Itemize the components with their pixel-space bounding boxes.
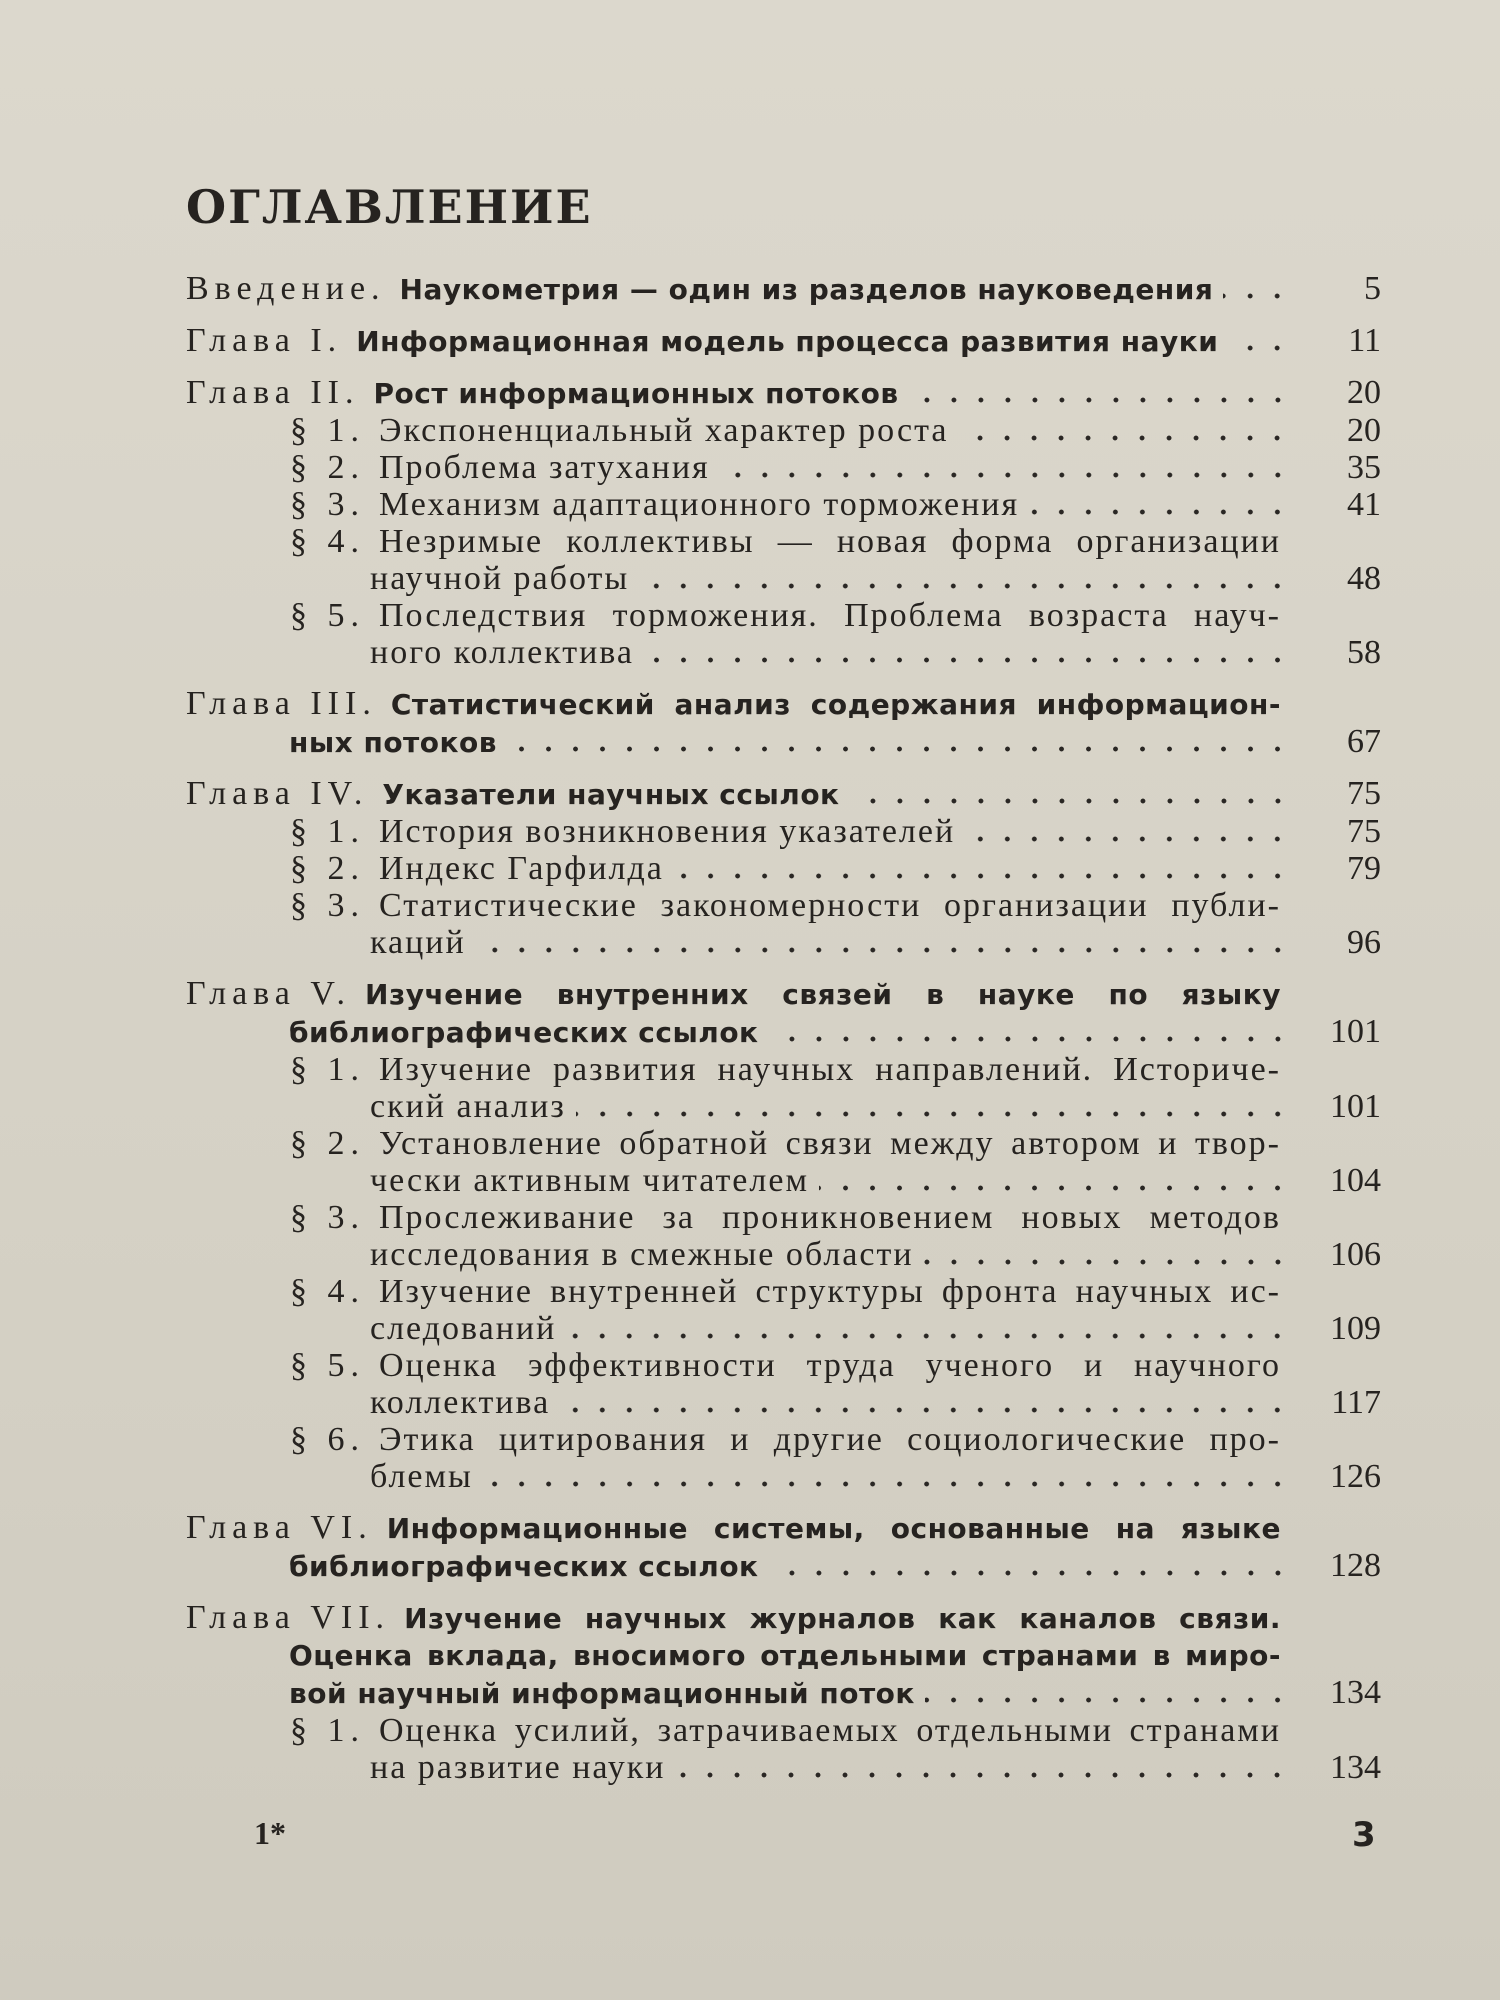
section-label: § 2. (290, 449, 365, 486)
toc-line (290, 1273, 1381, 1310)
toc-section-entry (186, 1712, 1381, 1786)
section-title: Статистические закономерности организации публи- (379, 887, 1281, 924)
chapter-title: Статистический анализ содержания информацион- (390, 688, 1281, 721)
chapter-label: Введение. (186, 270, 386, 307)
toc-page-number: 128 (1330, 1547, 1381, 1584)
leader-dots (769, 1036, 1291, 1042)
toc-line (290, 1162, 1381, 1199)
toc-line (186, 270, 1381, 308)
toc-line (290, 1384, 1381, 1421)
leader-dots (909, 397, 1291, 403)
leader-dots (720, 472, 1291, 478)
chapter-title: Изучение внутренних связей в науке по языку (365, 978, 1281, 1011)
toc-line (290, 1236, 1381, 1273)
section-label: § 1. (290, 1051, 365, 1088)
toc-line (290, 887, 1381, 924)
section-label: § 4. (290, 523, 365, 560)
toc-line (290, 1347, 1381, 1384)
toc-line (186, 975, 1381, 1013)
leader-dots (639, 583, 1291, 589)
toc-line (186, 1013, 1381, 1051)
toc-page-number: 5 (1364, 270, 1381, 307)
section-title: Механизм адаптационного торможения (379, 486, 1020, 523)
toc-section-entry (186, 449, 1381, 486)
chapter-label: Глава VI. (186, 1509, 373, 1546)
section-title: История возникновения указателей (379, 813, 956, 850)
toc-section-entry (186, 1273, 1381, 1347)
leader-dots (1029, 509, 1291, 515)
section-title: на развитие науки (370, 1749, 666, 1786)
section-label: § 4. (290, 1273, 365, 1310)
section-label: § 5. (290, 597, 365, 634)
toc-chapter-entry (186, 1509, 1381, 1585)
toc-line (186, 1509, 1381, 1547)
chapter-label: Глава VII. (186, 1599, 391, 1636)
toc-line (290, 597, 1381, 634)
toc-section-entry (186, 412, 1381, 449)
section-label: § 5. (290, 1347, 365, 1384)
leader-dots (965, 836, 1291, 842)
chapter-title: ных потоков (289, 726, 497, 759)
chapter-title: библиографических ссылок (289, 1016, 759, 1049)
section-title: следований (370, 1310, 557, 1347)
chapter-title: Рост информационных потоков (373, 377, 899, 410)
chapter-label: Глава I. (186, 322, 343, 359)
chapter-title: Информационная модель процесса развития науки (356, 325, 1219, 358)
toc-chapter-entry (186, 322, 1381, 360)
toc-page-number: 106 (1330, 1236, 1381, 1273)
toc-page-number: 134 (1330, 1674, 1381, 1711)
leader-dots (644, 657, 1291, 663)
toc-page-number: 109 (1330, 1310, 1381, 1347)
toc-page-number: 79 (1347, 850, 1381, 887)
toc-line (290, 1051, 1381, 1088)
toc-line (186, 374, 1381, 412)
chapter-title: Оценка вклада, вносимого отдельными странами в миро- (289, 1639, 1281, 1672)
section-label: § 6. (290, 1421, 365, 1458)
toc-line (290, 412, 1381, 449)
leader-dots (769, 1570, 1291, 1576)
leader-dots (958, 435, 1291, 441)
toc-line (290, 813, 1381, 850)
toc-page-number: 48 (1347, 560, 1381, 597)
toc-chapter-entry (186, 685, 1381, 761)
leader-dots (476, 947, 1291, 953)
chapter-title: Информационные системы, основанные на языке (386, 1512, 1281, 1545)
leader-dots (560, 1407, 1291, 1413)
toc-line (290, 1458, 1381, 1495)
toc-line (290, 1712, 1381, 1749)
toc-line (290, 1199, 1381, 1236)
toc-page-number: 20 (1347, 412, 1381, 449)
chapter-title: Наукометрия — один из разделов науковедения (399, 273, 1214, 306)
section-title: Оценка усилий, затрачиваемых отдельными странами (379, 1712, 1281, 1749)
toc-page-number: 101 (1330, 1088, 1381, 1125)
toc-page-number: 35 (1347, 449, 1381, 486)
toc-line (290, 1749, 1381, 1786)
section-title: Индекс Гарфилда (379, 850, 664, 887)
toc-line (186, 1674, 1381, 1712)
toc-page-number: 117 (1331, 1384, 1381, 1421)
toc-page-number: 41 (1347, 486, 1381, 523)
leader-dots (850, 798, 1291, 804)
leader-dots (1228, 345, 1291, 351)
section-title: Проблема затухания (379, 449, 710, 486)
toc-line (290, 1088, 1381, 1125)
toc-page-number: 104 (1330, 1162, 1381, 1199)
toc-chapter-entry (186, 775, 1381, 813)
section-title: чески активным читателем (370, 1162, 809, 1199)
section-title: научной работы (370, 560, 630, 597)
toc-page-number: 134 (1330, 1749, 1381, 1786)
section-label: § 1. (290, 412, 365, 449)
page-title: ОГЛАВЛЕНИЕ (186, 180, 593, 234)
toc-line (186, 1599, 1381, 1637)
leader-dots (507, 746, 1291, 752)
toc-page-number: 11 (1348, 322, 1381, 359)
section-title: коллектива (370, 1384, 551, 1421)
toc-line (290, 1421, 1381, 1458)
leader-dots (674, 873, 1291, 879)
toc-line (186, 775, 1381, 813)
chapter-label: Глава III. (186, 685, 377, 722)
section-title: Экспоненциальный характер роста (379, 412, 949, 449)
toc-line (186, 723, 1381, 761)
section-title: Этика цитирования и другие социологические про- (379, 1421, 1281, 1458)
section-title: Изучение развития научных направлений. Историче- (379, 1051, 1281, 1088)
toc-section-entry (186, 1347, 1381, 1421)
toc-line (186, 1547, 1381, 1585)
section-label: § 3. (290, 486, 365, 523)
leader-dots (483, 1481, 1291, 1487)
section-title: Изучение внутренней структуры фронта научных ис- (379, 1273, 1281, 1310)
toc-chapter-entry (186, 1599, 1381, 1712)
section-label: § 1. (290, 1712, 365, 1749)
section-label: § 2. (290, 1125, 365, 1162)
toc-page-number: 58 (1347, 634, 1381, 671)
chapter-label: Глава V. (186, 975, 352, 1012)
chapter-title: Изучение научных журналов как каналов связи. (404, 1602, 1281, 1635)
toc-section-entry (186, 597, 1381, 671)
section-label: § 2. (290, 850, 365, 887)
toc-line (290, 449, 1381, 486)
toc-line (186, 322, 1381, 360)
toc-chapter-entry (186, 975, 1381, 1051)
leader-dots (819, 1185, 1291, 1191)
section-title: Прослеживание за проникновением новых методов (379, 1199, 1281, 1236)
leader-dots (924, 1259, 1291, 1265)
section-title: ного коллектива (370, 634, 634, 671)
toc-line (290, 1125, 1381, 1162)
toc-line (290, 560, 1381, 597)
toc-page-number: 75 (1347, 775, 1381, 812)
toc-line (290, 634, 1381, 671)
table-of-contents (186, 270, 1381, 1786)
toc-line (290, 924, 1381, 961)
chapter-title: вой научный информационный поток (289, 1677, 915, 1710)
toc-section-entry (186, 1421, 1381, 1495)
toc-section-entry (186, 1199, 1381, 1273)
section-title: исследования в смежные области (370, 1236, 914, 1273)
page-number: 3 (1352, 1815, 1376, 1855)
leader-dots (576, 1111, 1291, 1117)
chapter-label: Глава IV. (186, 775, 369, 812)
section-title: Оценка эффективности труда ученого и научного (379, 1347, 1281, 1384)
toc-section-entry (186, 850, 1381, 887)
toc-page-number: 96 (1347, 924, 1381, 961)
toc-line (290, 850, 1381, 887)
section-label: § 3. (290, 887, 365, 924)
toc-section-entry (186, 887, 1381, 961)
toc-page-number: 101 (1330, 1013, 1381, 1050)
toc-page-number: 20 (1347, 374, 1381, 411)
section-label: § 3. (290, 1199, 365, 1236)
section-title: блемы (370, 1458, 473, 1495)
toc-page-number: 75 (1347, 813, 1381, 850)
leader-dots (925, 1697, 1291, 1703)
toc-page-number: 126 (1330, 1458, 1381, 1495)
chapter-title: библиографических ссылок (289, 1550, 759, 1583)
section-label: § 1. (290, 813, 365, 850)
leader-dots (675, 1772, 1291, 1778)
toc-section-entry (186, 1051, 1381, 1125)
section-title: Установление обратной связи между автором и твор- (379, 1125, 1281, 1162)
chapter-title: Указатели научных ссылок (382, 778, 840, 811)
chapter-label: Глава II. (186, 374, 360, 411)
toc-line (290, 1310, 1381, 1347)
toc-section-entry (186, 523, 1381, 597)
toc-line (290, 523, 1381, 560)
section-title: Последствия торможения. Проблема возраста науч- (379, 597, 1281, 634)
toc-line (186, 685, 1381, 723)
toc-section-entry (186, 1125, 1381, 1199)
leader-dots (1223, 293, 1291, 299)
signature-mark: 1* (254, 1815, 286, 1851)
toc-page-number: 67 (1347, 723, 1381, 760)
toc-line (290, 486, 1381, 523)
toc-section-entry (186, 813, 1381, 850)
section-title: каций (370, 924, 466, 961)
section-title: ский анализ (370, 1088, 566, 1125)
toc-chapter-entry (186, 270, 1381, 308)
toc-section-entry (186, 486, 1381, 523)
leader-dots (566, 1333, 1291, 1339)
toc-line (186, 1637, 1381, 1674)
toc-chapter-entry (186, 374, 1381, 412)
section-title: Незримые коллективы — новая форма организации (379, 523, 1281, 560)
